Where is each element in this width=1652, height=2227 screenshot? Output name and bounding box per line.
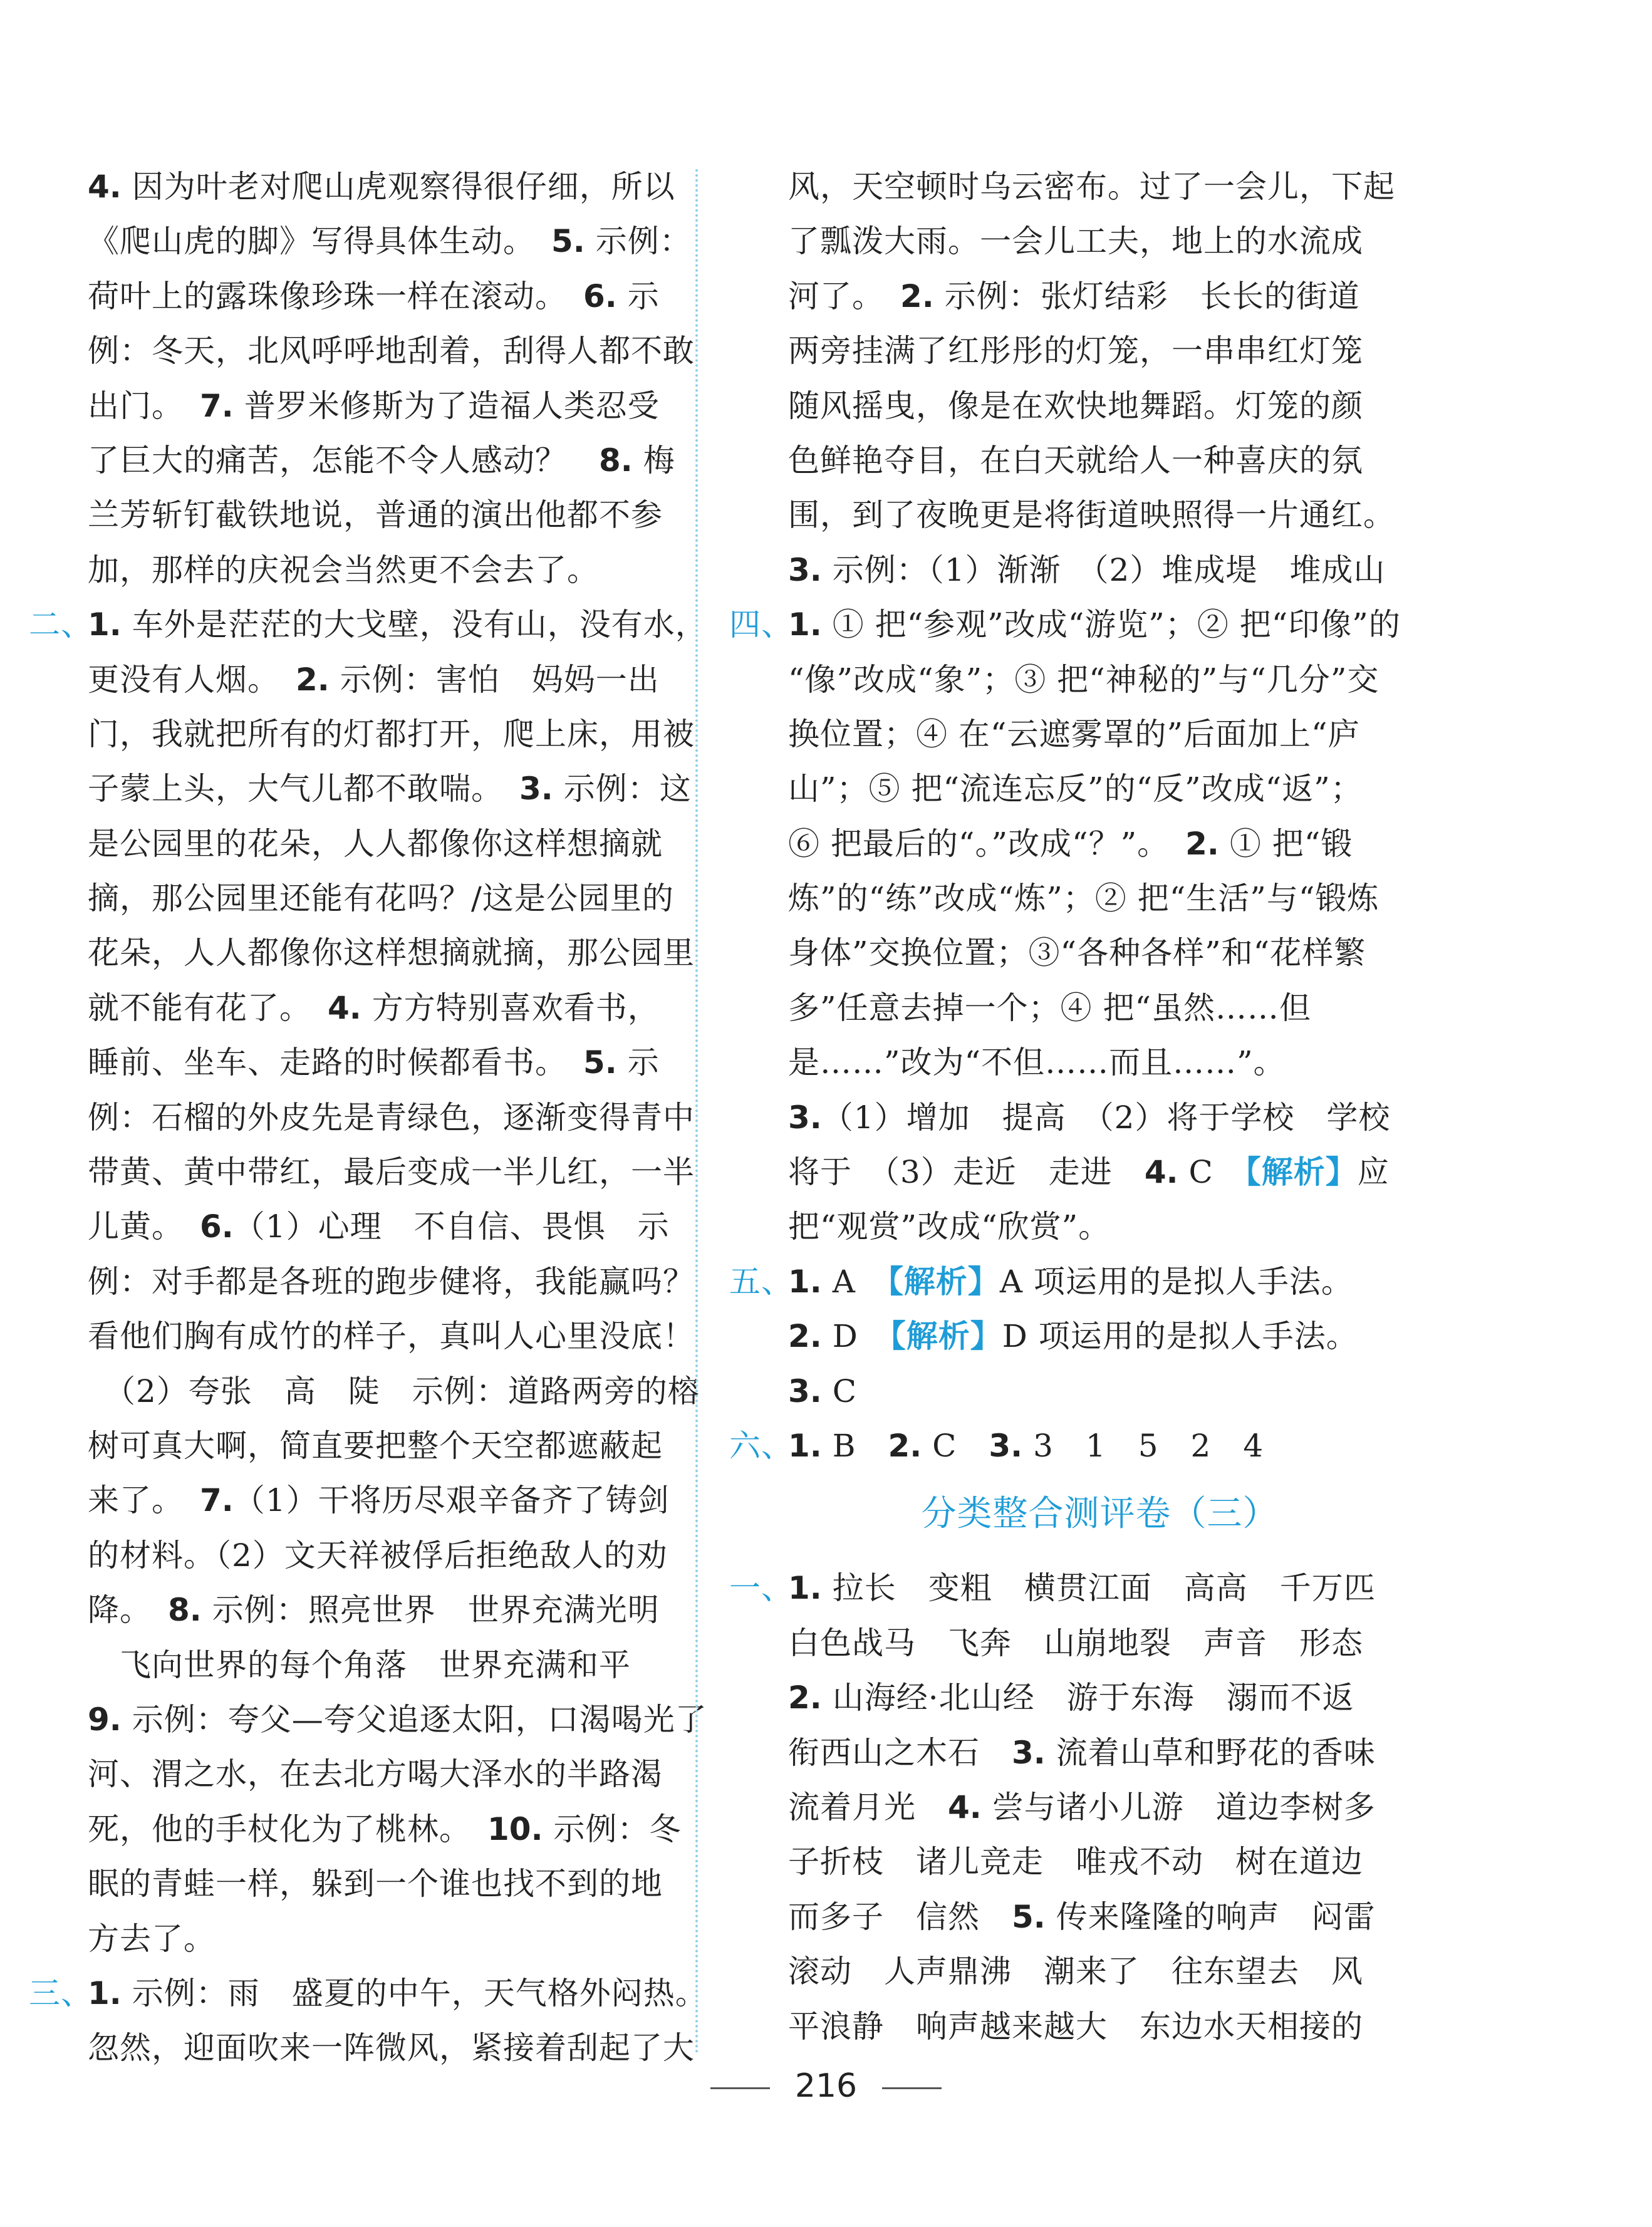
answer-text: ① 把“锻 [1218,825,1353,862]
answer-line [788,214,1374,269]
analysis-tag: 【解析】 [887,1263,1000,1300]
answer-text: 白色战马 飞奔 山崩地裂 声音 形态 [788,1624,1363,1661]
answer-line [88,269,664,324]
answer-line [788,871,1379,926]
answer-text: 是公园里的花朵，人人都像你这样想摘就 [88,825,663,862]
answer-text: D 项运用的是拟人手法。 [1002,1318,1358,1355]
answer-line [788,817,1374,871]
answer-line [788,926,1374,980]
answer-line [88,926,695,980]
answer-text: 示例：照亮世界 世界充满光明 [201,1592,660,1629]
answer-line [788,1726,1374,1780]
answer-line [729,1419,1374,1473]
question-number: 6. [200,1208,234,1245]
section-marker: 一、 [729,1570,793,1607]
answer-text: 将于 （3）走近 走进 [788,1154,1145,1191]
answer-line [788,1200,1374,1254]
answer-text: 示例：冬 [543,1810,682,1847]
question-number: 1. [788,606,822,643]
answer-text: 降。 [88,1592,168,1629]
answer-text: 流着山草和野花的香味 [1045,1734,1376,1771]
question-number: 4. [1144,1154,1178,1191]
answer-line [788,653,1379,707]
question-number: 1. [788,1263,822,1300]
answer-text: 流着月光 [788,1788,948,1825]
question-number: 2. [888,1427,922,1464]
answer-line [788,2000,1374,2054]
answer-text: 示例：害怕 妈妈一出 [329,661,660,698]
answer-text: 拉长 变粗 横贯江面 高高 千万匹 [821,1570,1376,1607]
answer-line [788,1616,1374,1671]
answer-text: 了瓢泼大雨。一会儿工夫，地上的水流成 [788,223,1363,260]
answer-line [788,1091,1391,1145]
footer-dash-right [882,2087,942,2089]
question-number: 2. [900,278,934,314]
answer-line [788,1780,1374,1835]
question-number: 5. [551,223,585,260]
answer-text: 尝与诸小儿游 道边李树多 [981,1788,1376,1825]
answer-text: 方去了。 [88,1920,216,1957]
answer-line [88,1529,668,1583]
answer-line [88,1912,664,1966]
answer-text: C [821,1373,857,1409]
answer-text: 更没有人烟。 [88,661,296,698]
answer-text: 风，天空顿时乌云密布。过了一会儿，下起 [788,169,1395,205]
answer-line [788,379,1374,433]
answer-text: 示例：（1）渐渐 （2）堆成堤 堆成山 [821,551,1386,588]
answer-text: 就不能有花了。 [88,989,328,1026]
answer-line [88,433,675,488]
answer-text: （2）夸张 高 陡 示例：道路两旁的榕 [88,1373,700,1409]
question-number: 9. [88,1701,122,1738]
answer-text: 门，我就把所有的灯都打开，爬上床，用被 [88,715,695,752]
answer-line [88,1583,664,1638]
answer-line [88,1473,670,1528]
answer-text: （1）干将历尽艰辛备齐了铸剑 [233,1482,670,1519]
answer-line [788,707,1374,762]
answer-line [88,1200,670,1254]
question-number: 7. [200,1482,234,1519]
answer-line [788,762,1374,816]
answer-text: 花朵，人人都像你这样想摘就摘，那公园里 [88,935,695,972]
answer-text: 方方特别喜欢看书， [361,989,660,1026]
answer-line [88,324,695,378]
answer-line [88,1091,695,1145]
question-number: 7. [200,387,234,424]
answer-line [788,981,1374,1036]
answer-line [788,1671,1374,1725]
answer-text: 示例：张灯结彩 长长的街道 [933,278,1360,314]
answer-line [88,379,664,433]
answer-line [88,1693,707,1747]
answer-text: 示例：这 [553,771,692,807]
answer-line [788,1309,1374,1364]
answer-text: “像”改成“象”；③ 把“神秘的”与“几分”交 [788,661,1379,698]
answer-text: 例：冬天，北风呼呼地刮着，刮得人都不敢 [88,333,695,370]
answer-text: 摘，那公园里还能有花吗？/这是公园里的 [88,880,674,917]
answer-text: 色鲜艳夺目，在白天就给人一种喜庆的氛 [788,442,1363,479]
question-number: 3. [519,771,553,807]
analysis-tag: 【解析】 [890,1318,1002,1355]
answer-line [788,1036,1374,1090]
answer-text: ① 把“参观”改成“游览”；② 把“印像”的 [821,606,1401,643]
answer-line [788,1944,1374,1999]
answer-line [88,1309,695,1364]
answer-text: 睡前、坐车、走路的时候都看书。 [88,1044,583,1081]
question-number: 1. [788,1570,822,1607]
answer-line [88,1145,695,1200]
answer-text: 3 1 5 2 4 [1022,1427,1264,1464]
answer-text: 两旁挂满了红彤彤的灯笼，一串串红灯笼 [788,333,1363,370]
answer-text: 忽然，迎面吹来一阵微风，紧接着刮起了大 [88,2030,695,2067]
answer-line [788,1364,1374,1419]
answer-text: 飞向世界的每个角落 世界充满和平 [88,1646,631,1683]
section-marker: 四、 [729,606,793,643]
answer-text: 兰芳斩钉截铁地说，普通的演出他都不参 [88,497,663,534]
answer-line [88,214,692,269]
answer-line [788,269,1374,324]
answer-text: 而多子 信然 [788,1898,1012,1935]
answer-text: 示例：夸父—夸父追逐太阳，口渴喝光了 [121,1701,707,1738]
answer-line [88,1802,682,1857]
answer-text: 山”；⑤ 把“流连忘反”的“反”改成“返”； [788,771,1363,807]
answer-text: 了巨大的痛苦，怎能不令人感动？ [88,442,599,479]
question-number: 8. [168,1592,202,1629]
right-column [729,160,1401,2054]
section-marker: 五、 [729,1263,793,1300]
answer-text: （1）增加 提高 （2）将于学校 学校 [821,1099,1391,1136]
answer-line [88,488,664,542]
answer-text: D [821,1318,890,1355]
answer-text: 死，他的手杖化为了桃林。 [88,1810,487,1847]
answer-text: 河、渭之水，在去北方喝大泽水的半路渴 [88,1756,663,1793]
question-number: 10. [487,1810,543,1847]
answer-text: 普罗米修斯为了造福人类忍受 [233,387,660,424]
page-number: 216 [794,2067,858,2105]
section-marker: 二、 [29,606,93,643]
left-column [29,160,707,2076]
column-divider [695,169,698,2055]
footer-dash-left [710,2087,770,2089]
answer-line [88,817,664,871]
question-number: 2. [296,661,330,698]
answer-text: 换位置；④ 在“云遮雾罩的”后面加上“庐 [788,715,1360,752]
answer-text: 梅 [632,442,675,479]
answer-line [88,762,692,816]
answer-text: 示 [616,1044,660,1081]
question-number: 3. [788,1099,822,1136]
answer-text: 子蒙上头，大气儿都不敢喘。 [88,771,519,807]
answer-line [788,1890,1374,1944]
answer-text: 炼”的“练”改成“炼”；② 把“生活”与“锻炼 [788,880,1379,917]
answer-text: 多”任意去掉一个；④ 把“虽然……但 [788,989,1312,1026]
answer-line [88,871,674,926]
answer-text: 山海经·北山经 游于东海 溺而不返 [821,1679,1354,1716]
section-title-text: 分类整合测评卷（三） [921,1493,1279,1535]
answer-text: 河了。 [788,278,900,314]
question-number: 3. [989,1427,1023,1464]
answer-line [788,488,1395,542]
question-number: 3. [788,1373,822,1409]
page-footer [0,2067,1652,2105]
answer-line [88,543,664,598]
answer-text: 的材料。（2）文天祥被俘后拒绝敌人的劝 [88,1537,668,1574]
answer-line [88,1747,664,1802]
answer-text: 例：对手都是各班的跑步健将，我能赢吗？ [88,1263,695,1300]
answer-text: 带黄、黄中带红，最后变成一半儿红，一半 [88,1154,695,1191]
section-marker: 三、 [29,1975,93,2012]
answer-text: 眠的青蛙一样，躲到一个谁也找不到的地 [88,1866,663,1903]
question-number: 5. [583,1044,617,1081]
answer-text: 平浪静 响声越来越大 东边水天相接的 [788,2008,1363,2045]
question-number: 8. [599,442,633,479]
answer-line [88,1255,695,1309]
answer-text: 示 [616,278,660,314]
question-number: 3. [788,551,822,588]
question-number: 1. [788,1427,822,1464]
answer-text: 滚动 人声鼎沸 潮来了 往东望去 风 [788,1953,1363,1990]
answer-line [29,598,707,652]
answer-text: 儿黄。 [88,1208,200,1245]
answer-text: C [922,1427,989,1464]
answer-text: B [821,1427,888,1464]
answer-text: 应 [1357,1154,1390,1191]
question-number: 2. [1185,825,1219,862]
answer-text: 因为叶老对爬山虎观察得很仔细，所以 [121,169,675,205]
question-number: 4. [328,989,361,1026]
answer-text: （1）心理 不自信、畏惧 示 [233,1208,670,1245]
answer-line [729,598,1401,652]
answer-line [88,1857,664,1911]
answer-line [88,1364,700,1419]
answer-line [88,653,664,707]
answer-text: 衔西山之木石 [788,1734,1012,1771]
answer-text: 把“观赏”改成“欣赏”。 [788,1208,1111,1245]
analysis-tag: 【解析】 [1245,1154,1358,1191]
answer-text: 示例： [584,223,692,260]
answer-text: 随风摇曳，像是在欢快地舞蹈。灯笼的颜 [788,387,1363,424]
answer-line [788,1145,1390,1200]
answer-line [88,707,695,762]
answer-line [788,160,1395,214]
answer-text: 来了。 [88,1482,200,1519]
answer-line [729,1255,1374,1309]
question-number: 2. [788,1679,822,1716]
answer-line [788,1835,1374,1889]
answer-text: A 项运用的是拟人手法。 [999,1263,1353,1300]
question-number: 4. [948,1788,982,1825]
answer-text: 是……”改为“不但……而且……”。 [788,1044,1286,1081]
answer-text: A [821,1263,888,1300]
answer-line [88,1419,664,1473]
answer-text: 示例：雨 盛夏的中午，天气格外闷热。 [121,1975,707,2012]
answer-line [88,981,664,1036]
answer-line [729,1561,1376,1616]
answer-text: 传来隆隆的响声 闷雷 [1045,1898,1376,1935]
answer-line [88,1638,664,1693]
answer-text: 身体”交换位置；③“各种各样”和“花样繁 [788,935,1366,972]
answer-text: 例：石榴的外皮先是青绿色，逐渐变得青中 [88,1099,695,1136]
answer-text: 树可真大啊，简直要把整个天空都遮蔽起 [88,1427,663,1464]
answer-line [788,433,1374,488]
answer-text: 子折枝 诸儿竞走 唯戎不动 树在道边 [788,1844,1363,1881]
answer-line [788,543,1386,598]
question-number: 1. [88,1975,122,2012]
answer-text: 《爬山虎的脚》写得具体生动。 [88,223,551,260]
answer-text: 出门。 [88,387,200,424]
answer-text: 围，到了夜晚更是将街道映照得一片通红。 [788,497,1395,534]
question-number: 5. [1012,1898,1046,1935]
answer-text: 荷叶上的露珠像珍珠一样在滚动。 [88,278,583,314]
answer-line [788,324,1374,378]
answer-line [29,1966,707,2021]
answer-line [88,160,675,214]
answer-text: 看他们胸有成竹的样子，真叫人心里没底！ [88,1318,695,1355]
answer-text: C [1178,1154,1245,1191]
answer-line [88,1036,664,1090]
question-number: 4. [88,169,122,205]
answer-text: 车外是茫茫的大戈壁，没有山，没有水， [121,606,707,643]
answer-text: ⑥ 把最后的“。”改成“？”。 [788,825,1186,862]
question-number: 6. [583,278,617,314]
question-number: 1. [88,606,122,643]
answer-text: 加，那样的庆祝会当然更不会去了。 [88,551,599,588]
question-number: 2. [788,1318,822,1355]
question-number: 3. [1012,1734,1046,1771]
section-marker: 六、 [729,1427,793,1464]
section-title [788,1473,1374,1561]
